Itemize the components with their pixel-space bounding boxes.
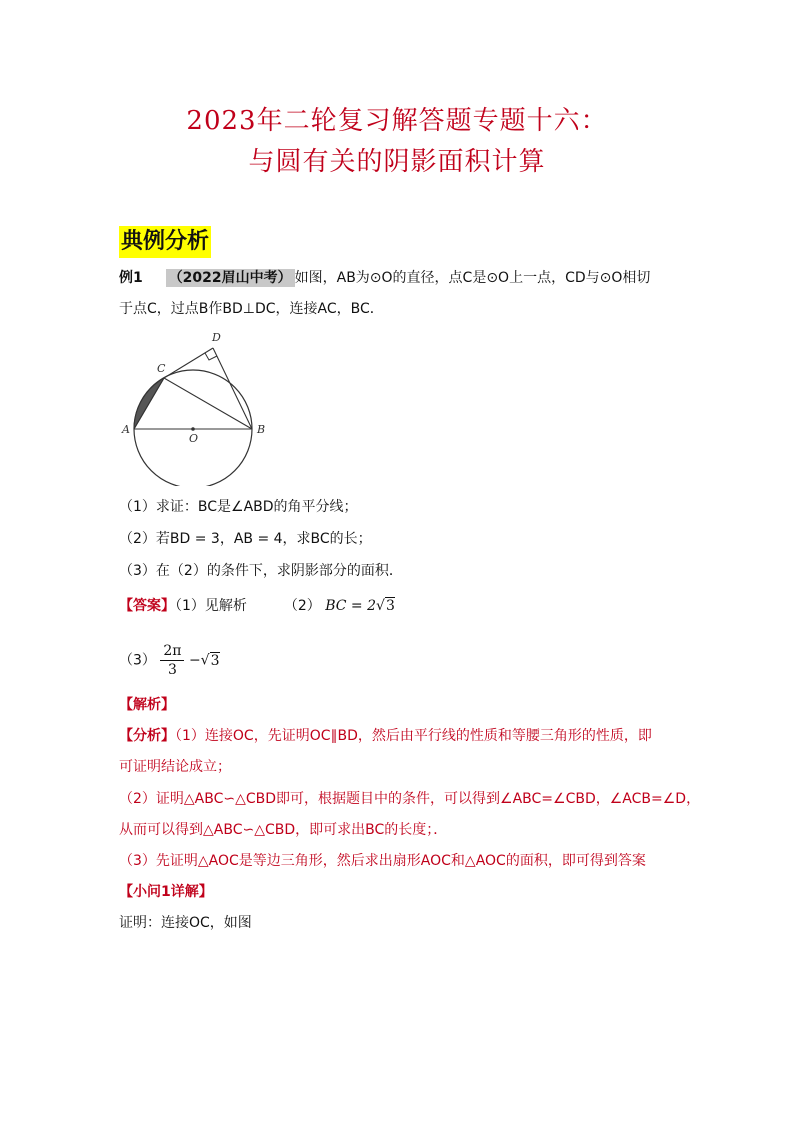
label-o: O [189, 432, 199, 445]
section-heading: 典例分析 [119, 226, 211, 258]
right-angle-mark [205, 353, 217, 360]
answer-2-lhs: BC = 2 [325, 598, 377, 614]
answer-label: 【答案】 [119, 598, 175, 614]
source-tag: （2022眉山中考） [166, 269, 295, 287]
center-point [191, 427, 195, 431]
answer-3-radicand: 3 [210, 652, 220, 669]
answer-3-tail: −√3 [188, 652, 220, 669]
example-line1 [119, 267, 650, 289]
answer-3-line [119, 642, 220, 679]
document-title-line1: 2023年二轮复习解答题专题十六： [186, 106, 608, 136]
answer-2-sqrt: √3 [376, 598, 395, 614]
geometry-figure [119, 326, 279, 486]
segment-cb [164, 378, 252, 429]
example-stem-line2: 于点C，过点B作BD⊥DC，连接AC，BC． [119, 301, 384, 317]
question-3: （3）在（2）的条件下，求阴影部分的面积． [119, 563, 403, 579]
segment-cd [164, 348, 213, 378]
answer-line [119, 595, 395, 617]
fenxi-line1 [119, 725, 652, 747]
analysis-label: 【解析】 [119, 697, 175, 713]
detail-label: 【小问1详解】 [119, 884, 213, 900]
answer-3-numerator: 2π [160, 642, 184, 661]
document-title-line2: 与圆有关的阴影面积计算 [248, 147, 546, 177]
segment-db [213, 348, 252, 429]
fenxi-line2: 可证明结论成立； [119, 759, 231, 775]
answer-1: （1）见解析 [175, 598, 247, 614]
fenxi-label: 【分析】 [119, 728, 175, 744]
label-a: A [122, 423, 130, 436]
detail-line1: 证明：连接OC，如图 [119, 915, 252, 931]
label-b: B [257, 423, 266, 436]
answer-3-prefix: （3） [119, 652, 156, 669]
analysis-p3-line1: （3）先证明△AOC是等边三角形，然后求出扇形AOC和△AOC的面积，即可得到答案 [119, 853, 646, 869]
answer-2-prefix: （2） [283, 598, 321, 614]
label-c: C [157, 362, 166, 375]
answer-3-minus: − [188, 652, 201, 669]
analysis-p2-line1: （2）证明△ABC∽△CBD即可，根据题目中的条件，可以得到∠ABC=∠CBD，∠ACB=∠D， [119, 791, 701, 807]
analysis-p2-line2: 从而可以得到△ABC∽△CBD，即可求出BC的长度；． [119, 822, 448, 838]
answer-2-radicand: 3 [385, 598, 395, 614]
answer-3-fraction [160, 642, 184, 679]
fenxi-text1: （1）连接OC，先证明OC∥BD，然后由平行线的性质和等腰三角形的性质，即 [175, 728, 652, 744]
answer-3-denominator: 3 [167, 662, 177, 678]
question-2: （2）若BD = 3，AB = 4，求BC的长； [119, 531, 372, 547]
segment-ac [134, 378, 164, 429]
example-label: 例1 [119, 270, 143, 286]
example-stem-line1: 如图，AB为⊙O的直径，点C是⊙O上一点，CD与⊙O相切 [294, 270, 651, 286]
label-d: D [212, 331, 221, 344]
question-1: （1）求证：BC是∠ABD的角平分线； [119, 499, 358, 515]
